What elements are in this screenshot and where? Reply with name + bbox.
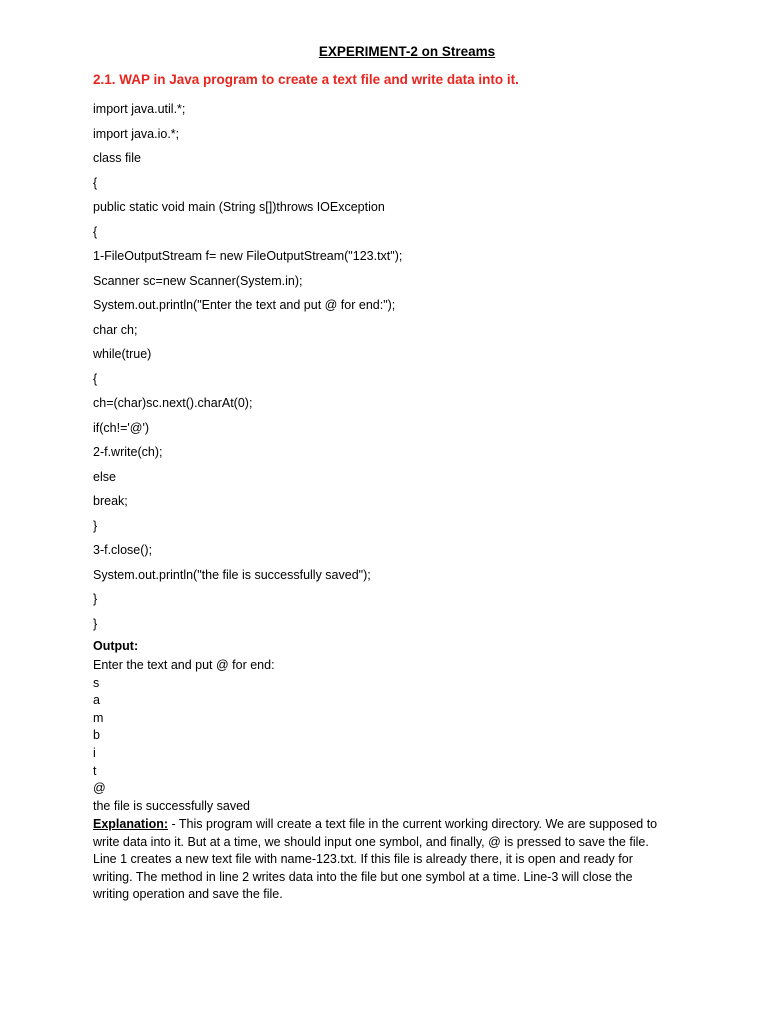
code-line: import java.util.*; xyxy=(93,102,186,116)
output-line: m xyxy=(93,710,104,725)
output-line: t xyxy=(93,763,97,778)
code-line: class file xyxy=(93,151,141,165)
output-line: i xyxy=(93,746,96,760)
explanation-paragraph xyxy=(93,816,671,904)
output-line: a xyxy=(93,693,100,708)
output-line: s xyxy=(93,675,100,690)
code-line: { xyxy=(93,224,98,239)
code-line: if(ch!='@') xyxy=(93,420,150,435)
output-line: Enter the text and put @ for end: xyxy=(93,658,275,672)
code-line: 2-f.write(ch); xyxy=(93,445,163,459)
code-line: 3-f.close(); xyxy=(93,543,153,557)
code-line: break; xyxy=(93,494,128,508)
code-line: import java.io.*; xyxy=(93,126,180,141)
code-line: } xyxy=(93,592,98,606)
output-line: the file is successfully saved xyxy=(93,798,251,813)
code-line: System.out.println("Enter the text and put @ for end:"); xyxy=(93,298,396,312)
code-line: else xyxy=(93,469,116,484)
output-line: @ xyxy=(93,781,106,796)
output-label: Output: xyxy=(93,639,139,653)
section-heading: 2.1. WAP in Java program to create a text file and write data into it. xyxy=(93,72,519,87)
code-line: while(true) xyxy=(93,347,152,361)
code-line: System.out.println("the file is successfully saved"); xyxy=(93,567,371,582)
code-line: 1-FileOutputStream f= new FileOutputStream("123.txt"); xyxy=(93,249,403,263)
code-line: } xyxy=(93,518,98,533)
code-line: } xyxy=(93,616,98,631)
output-line: b xyxy=(93,728,100,743)
code-line: Scanner sc=new Scanner(System.in); xyxy=(93,273,303,288)
explanation-text: - This program will create a text file in the current working directory. We are supposed to write data into it. But at a time, we should input one symbol, and finally, @ is pressed to save the file. Line 1 creates a new text file with name-123.txt. If this file is already there, it is open and ready for writing. The method in line 2 writes data into the file but one symbol at a time. Line-3 will close the writing operation and save the file. xyxy=(93,817,658,901)
code-line: char ch; xyxy=(93,322,138,337)
explanation-label: Explanation: xyxy=(93,817,169,831)
document-title: EXPERIMENT-2 on Streams xyxy=(318,44,496,59)
code-line: public static void main (String s[])throws IOException xyxy=(93,200,385,214)
code-line: { xyxy=(93,175,98,190)
code-line: { xyxy=(93,371,98,386)
code-line: ch=(char)sc.next().charAt(0); xyxy=(93,396,253,410)
